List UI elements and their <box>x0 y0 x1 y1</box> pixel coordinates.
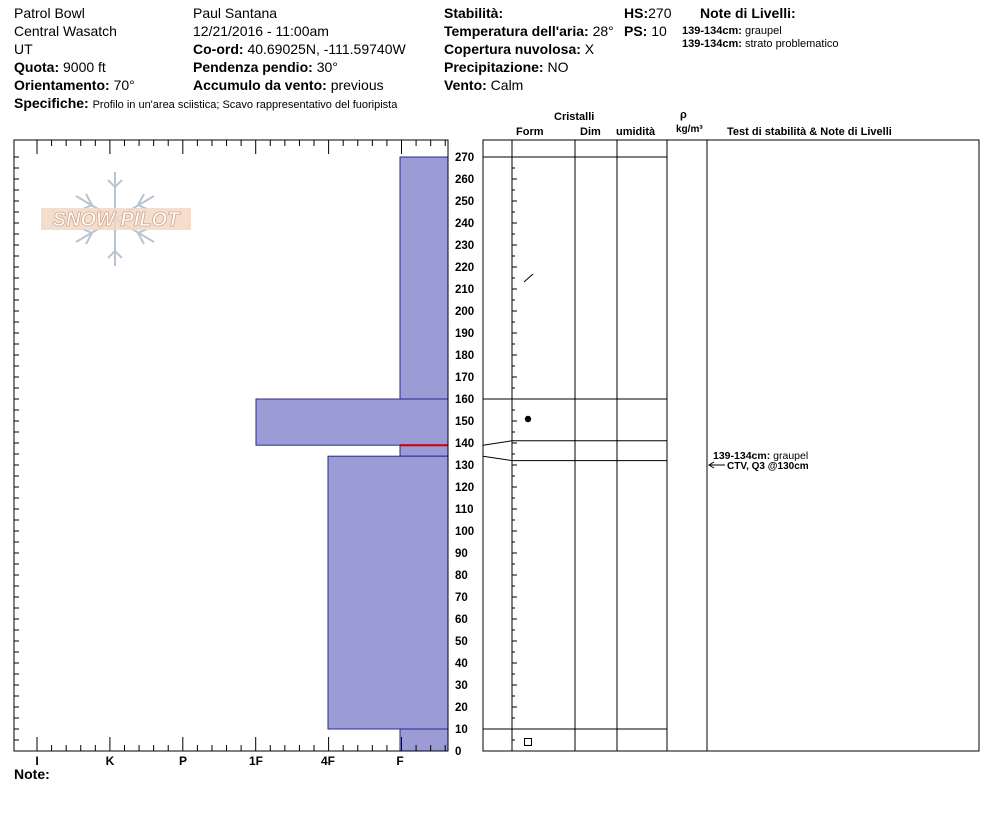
crystals-table-frame <box>483 140 979 751</box>
cloud-value: X <box>584 41 595 57</box>
layer-note-2-range: 139-134cm: <box>682 38 742 50</box>
layer-note-1-range: 139-134cm: <box>682 25 742 37</box>
wind-value: Calm <box>490 77 524 93</box>
left-axis-ticks <box>14 157 19 751</box>
layer-note-1-text: graupel <box>745 25 782 37</box>
elevation-value: 9000 ft <box>63 59 106 75</box>
height-tick-label: 190 <box>455 328 475 340</box>
height-tick-label: 260 <box>455 174 475 186</box>
wind-loading-value: previous <box>330 77 384 93</box>
height-tick-label: 180 <box>455 350 475 362</box>
specifics-value: Profilo in un'area sciistica; Scavo rappresentativo del fuoripista <box>92 99 398 111</box>
hardness-bar <box>256 399 448 445</box>
bottom-axis-ticks <box>37 737 445 751</box>
hardness-bar <box>400 729 448 751</box>
elevation-label: Quota: <box>14 59 60 75</box>
range: Central Wasatch <box>14 23 117 39</box>
hardness-label: 4F <box>320 754 336 768</box>
height-tick-label: 120 <box>455 482 475 494</box>
layer-notes-title: Note di Livelli: <box>700 5 796 21</box>
hardness-label: 1F <box>248 754 264 768</box>
layer-connector <box>483 456 512 460</box>
coord-value: 40.69025N, -111.59740W <box>247 41 406 57</box>
ps-value: 10 <box>651 23 667 39</box>
height-tick-label: 30 <box>455 680 468 692</box>
height-tick-label: 70 <box>455 592 468 604</box>
air-temp-label: Temperatura dell'aria: <box>444 23 589 39</box>
layer-connector <box>483 441 512 445</box>
hs-value: 270 <box>648 5 672 21</box>
height-tick-label: 140 <box>455 438 475 450</box>
height-tick-label: 220 <box>455 262 475 274</box>
humidity-header: umidità <box>616 126 656 138</box>
height-tick-label: 150 <box>455 416 475 428</box>
rho-header: ρ <box>680 109 687 121</box>
hardness-bar <box>328 456 448 729</box>
table-axis-ticks <box>512 157 517 751</box>
specifics-label: Specifiche: <box>14 95 89 111</box>
hardness-bars <box>256 157 448 751</box>
graupel-icon <box>525 416 531 422</box>
height-tick-label: 200 <box>455 306 475 318</box>
slope-label: Pendenza pendio: <box>193 59 313 75</box>
height-tick-label: 130 <box>455 460 475 472</box>
slope-value: 30° <box>316 59 338 75</box>
cloud-label: Copertura nuvolosa: <box>444 41 581 57</box>
top-axis-ticks <box>37 140 445 154</box>
crystals-header: Cristalli <box>554 111 595 123</box>
dim-header: Dim <box>580 126 601 138</box>
note-label: Note: <box>14 766 50 782</box>
hardness-label: P <box>178 754 188 768</box>
air-temp-value: 28° <box>592 23 614 39</box>
height-tick-label: 10 <box>455 724 468 736</box>
precip-label: Precipitazione: <box>444 59 544 75</box>
stability-label: Stabilità: <box>444 5 504 21</box>
hardness-label: F <box>396 754 404 768</box>
state: UT <box>14 41 33 57</box>
hardness-bar <box>400 445 448 456</box>
aspect-label: Orientamento: <box>14 77 110 93</box>
height-tick-label: 270 <box>455 152 475 164</box>
hs-label: HS: <box>624 5 649 21</box>
wind-label: Vento: <box>444 77 487 93</box>
ps-label: PS: <box>624 23 648 39</box>
datetime: 12/21/2016 - 11:00am <box>193 23 329 39</box>
height-tick-label: 20 <box>455 702 468 714</box>
aspect-value: 70° <box>113 77 135 93</box>
coord-label: Co-ord: <box>193 41 244 57</box>
height-tick-label: 0 <box>455 746 462 758</box>
test-layer-annotation: 139-134cm: graupel <box>713 450 809 462</box>
hardness-labels <box>35 754 403 768</box>
decomposing-fragments-icon <box>524 274 533 282</box>
height-tick-label: 240 <box>455 218 475 230</box>
observer: Paul Santana <box>193 5 278 21</box>
layer-note-2-text: strato problematico <box>745 38 839 50</box>
location: Patrol Bowl <box>14 5 85 21</box>
density-unit-header: kg/m³ <box>676 124 703 135</box>
height-tick-label: 160 <box>455 394 475 406</box>
height-tick-label: 210 <box>455 284 475 296</box>
stability-notes-header: Test di stabilità & Note di Livelli <box>727 126 892 138</box>
logo-text: SNOW PILOT <box>52 209 180 231</box>
wind-loading-label: Accumulo da vento: <box>193 77 327 93</box>
height-tick-label: 170 <box>455 372 475 384</box>
height-tick-label: 80 <box>455 570 468 582</box>
height-tick-label: 100 <box>455 526 475 538</box>
hardness-label: K <box>105 754 115 768</box>
stability-test-result: CTV, Q3 @130cm <box>727 461 809 472</box>
height-tick-label: 60 <box>455 614 468 626</box>
height-axis-labels <box>455 152 474 758</box>
height-tick-label: 250 <box>455 196 475 208</box>
hardness-label: I <box>35 754 39 768</box>
height-tick-label: 50 <box>455 636 468 648</box>
height-tick-label: 230 <box>455 240 475 252</box>
height-tick-label: 110 <box>455 504 474 516</box>
form-header: Form <box>516 126 544 138</box>
height-tick-label: 40 <box>455 658 468 670</box>
precip-value: NO <box>547 59 569 75</box>
hardness-bar <box>400 157 448 399</box>
height-tick-label: 90 <box>455 548 468 560</box>
faceted-crystals-icon <box>525 739 532 746</box>
